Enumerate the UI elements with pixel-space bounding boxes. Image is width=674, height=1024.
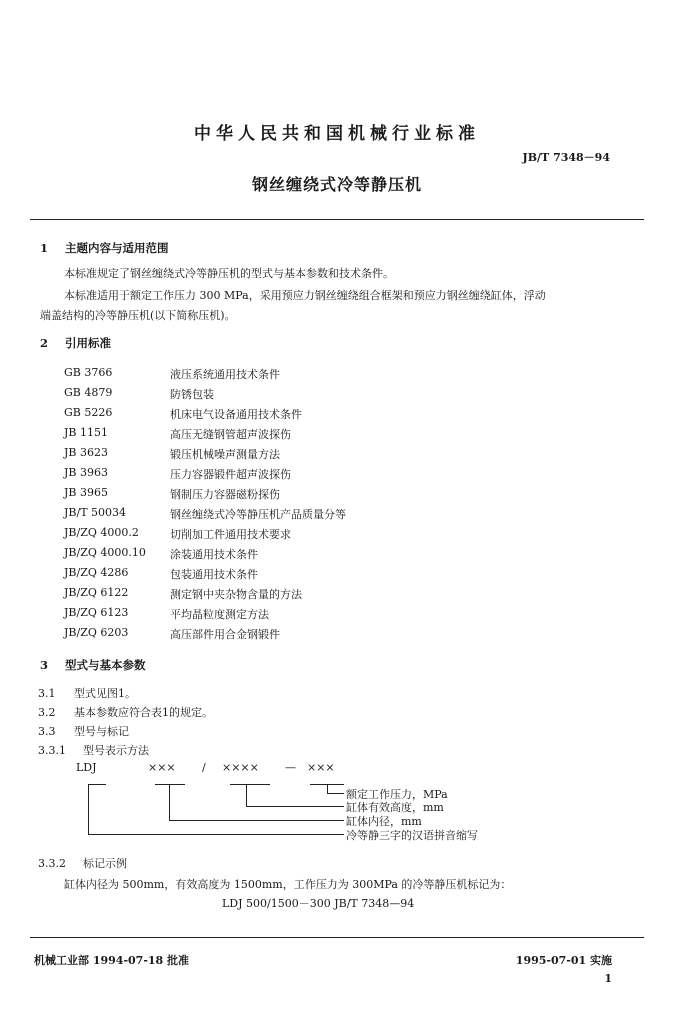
example-mark: LDJ 500/1500－300 JB/T 7348—94 (222, 897, 415, 910)
leader-line (88, 834, 344, 835)
section-1-paragraph-1: 本标准规定了钢丝缠绕式冷等静压机的型式与基本参数和技术条件。 (64, 267, 394, 280)
model-dash: — (285, 761, 296, 774)
leader-line (155, 784, 185, 785)
ref-title: 钢丝缠绕式冷等静压机产品质量分等 (170, 508, 346, 521)
clause-3-3-1 (38, 742, 149, 758)
ref-title: 液压系统通用技术条件 (170, 368, 280, 381)
ref-title: 包装通用技术条件 (170, 568, 258, 581)
ref-code: JB 3623 (64, 446, 108, 459)
model-prefix: LDJ (76, 761, 97, 774)
section-title: 型式与基本参数 (65, 658, 146, 672)
clause-text: 型式见图1。 (74, 687, 136, 700)
leader-line (169, 820, 344, 821)
model-slash: / (202, 761, 206, 774)
ref-title: 压力容器锻件超声波探伤 (170, 468, 291, 481)
effective-date: 1995-07-01 实施 (515, 954, 612, 967)
footer-rule (30, 937, 644, 938)
ref-code: JB/ZQ 4286 (64, 566, 129, 579)
ref-title: 机床电气设备通用技术条件 (170, 408, 302, 421)
clause-text: 型号表示方法 (83, 744, 149, 757)
ref-title: 涂装通用技术条件 (170, 548, 258, 561)
section-2-heading (40, 335, 111, 351)
clause-number: 3.3.1 (38, 744, 66, 757)
ref-code: GB 5226 (64, 406, 113, 419)
section-number: 3 (40, 658, 49, 672)
leader-line (169, 784, 170, 820)
section-number: 1 (40, 241, 49, 255)
section-1-heading (40, 240, 169, 256)
page-number: 1 (604, 972, 612, 985)
clause-3-2 (38, 704, 213, 720)
ref-code: JB/T 50034 (64, 506, 127, 519)
model-part-height: ×××× (222, 761, 259, 774)
leader-line (246, 784, 247, 806)
label-diameter: 缸体内径，mm (346, 815, 422, 828)
clause-3-1 (38, 685, 136, 701)
clause-number: 3.3 (38, 725, 56, 738)
clause-text: 基本参数应符合表1的规定。 (74, 706, 213, 719)
section-3-heading (40, 657, 146, 673)
ref-code: JB 3965 (64, 486, 108, 499)
ref-title: 测定钢中夹杂物含量的方法 (170, 588, 302, 601)
label-pressure: 额定工作压力，MPa (346, 788, 448, 801)
section-1-paragraph-2-line-1: 本标准适用于额定工作压力 300 MPa，采用预应力钢丝缠绕组合框架和预应力钢丝缠绕缸体，浮动 (64, 289, 546, 302)
standard-code: JB/T 7348－94 (522, 151, 610, 164)
ref-code: JB/ZQ 6203 (64, 626, 129, 639)
ref-code: JB 3963 (64, 466, 108, 479)
clause-text: 标记示例 (83, 857, 127, 870)
section-title: 引用标准 (65, 336, 111, 350)
model-part-diameter: ××× (148, 761, 176, 774)
ref-code: GB 3766 (64, 366, 113, 379)
document-title: 钢丝缠绕式冷等静压机 (251, 175, 422, 194)
section-1-paragraph-2-line-2: 端盖结构的冷等静压机(以下简称压机)。 (40, 309, 236, 322)
clause-3-3-2 (38, 855, 127, 871)
model-part-pressure: ××× (307, 761, 335, 774)
clause-number: 3.3.2 (38, 857, 66, 870)
ref-code: JB/ZQ 4000.2 (64, 526, 139, 539)
leader-line (230, 784, 270, 785)
leader-line (327, 784, 328, 793)
clause-number: 3.2 (38, 706, 56, 719)
leader-line (88, 784, 106, 785)
ref-title: 平均晶粒度测定方法 (170, 608, 269, 621)
ref-title: 钢制压力容器磁粉探伤 (170, 488, 280, 501)
ref-title: 高压无缝钢管超声波探伤 (170, 428, 291, 441)
section-title: 主题内容与适用范围 (65, 241, 169, 255)
clause-3-3 (38, 723, 129, 739)
leader-line (88, 784, 89, 834)
ref-code: JB/ZQ 4000.10 (64, 546, 146, 559)
clause-number: 3.1 (38, 687, 56, 700)
ref-code: GB 4879 (64, 386, 113, 399)
leader-line (327, 793, 344, 794)
header-rule (30, 219, 644, 220)
label-height: 缸体有效高度，mm (346, 801, 444, 814)
ref-code: JB 1151 (64, 426, 108, 439)
ref-code: JB/ZQ 6122 (64, 586, 129, 599)
leader-line (246, 806, 344, 807)
issuing-organization: 中华人民共和国机械行业标准 (194, 124, 480, 144)
example-description: 缸体内径为 500mm，有效高度为 1500mm，工作压力为 300MPa 的冷等静压机标记为： (64, 878, 512, 891)
ref-title: 防锈包装 (170, 388, 214, 401)
ref-code: JB/ZQ 6123 (64, 606, 129, 619)
ref-title: 锻压机械噪声测量方法 (170, 448, 280, 461)
clause-text: 型号与标记 (74, 725, 129, 738)
label-name: 冷等静三字的汉语拼音缩写 (346, 829, 478, 842)
section-number: 2 (40, 336, 49, 350)
approval-date: 机械工业部 1994-07-18 批准 (34, 954, 190, 967)
ref-title: 切削加工件通用技术要求 (170, 528, 291, 541)
ref-title: 高压部件用合金钢锻件 (170, 628, 280, 641)
